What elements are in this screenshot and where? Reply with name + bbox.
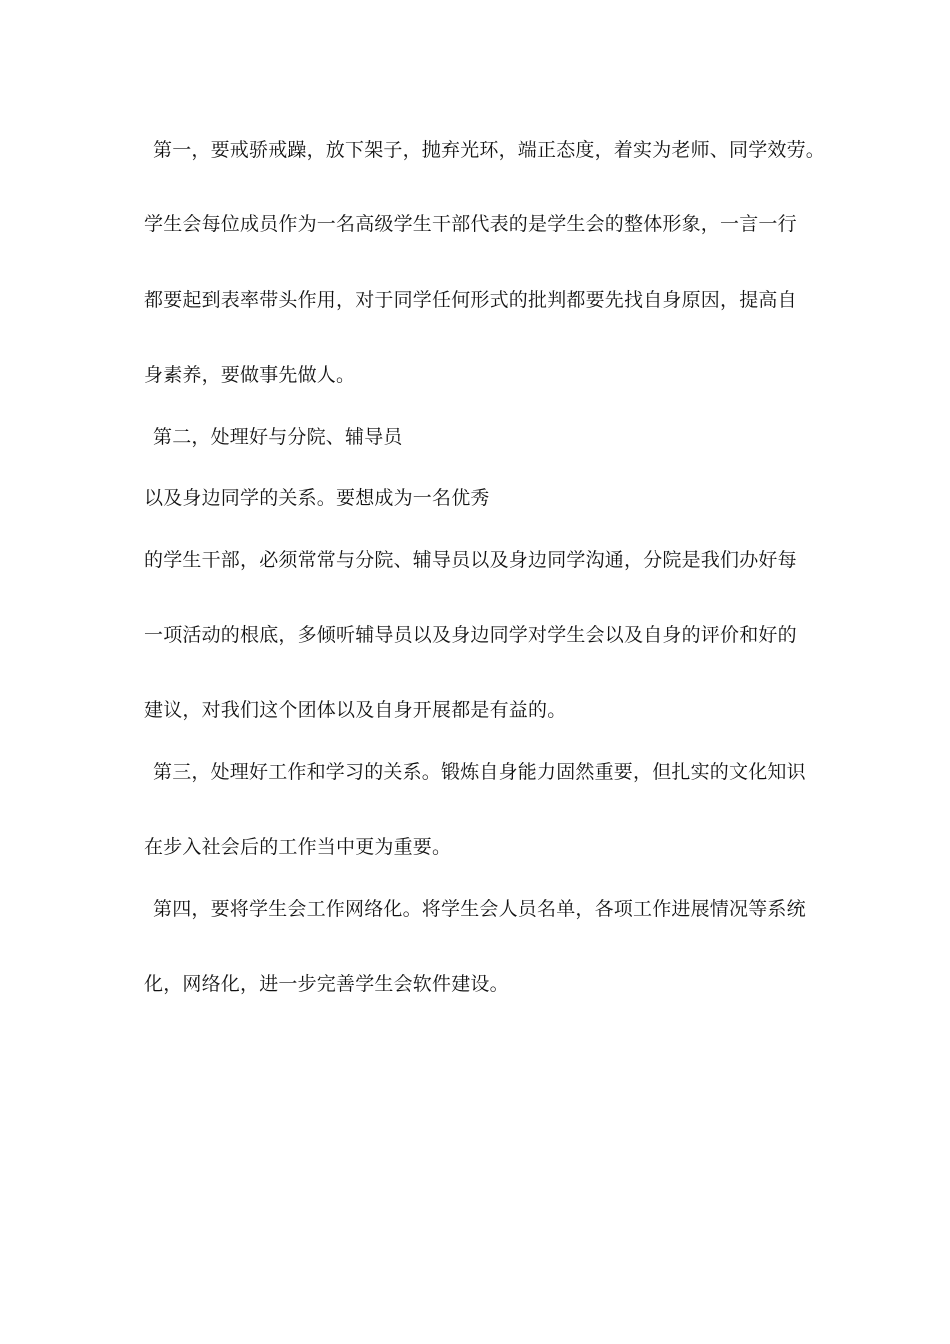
- paragraph-1-line-2: 学生会每位成员作为一名高级学生干部代表的是学生会的整体形象，一言一行: [144, 213, 797, 235]
- paragraph-2-line-5: 建议，对我们这个团体以及自身开展都是有益的。: [144, 699, 567, 721]
- paragraph-1-line-4: 身素养，要做事先做人。: [144, 364, 356, 386]
- paragraph-3-line-2: 在步入社会后的工作当中更为重要。: [144, 836, 452, 858]
- paragraph-1-line-1: 第一，要戒骄戒躁，放下架子，抛弃光环，端正态度，着实为老师、同学效劳。: [153, 139, 826, 161]
- paragraph-4-line-2: 化，网络化，进一步完善学生会软件建设。: [144, 973, 509, 995]
- paragraph-2-line-2: 以及身边同学的关系。要想成为一名优秀: [144, 487, 490, 509]
- paragraph-2-line-3: 的学生干部，必须常常与分院、辅导员以及身边同学沟通，分院是我们办好每: [144, 549, 797, 571]
- paragraph-4-line-1: 第四，要将学生会工作网络化。将学生会人员名单，各项工作进展情况等系统: [153, 898, 806, 920]
- paragraph-1-line-3: 都要起到表率带头作用，对于同学任何形式的批判都要先找自身原因，提高自: [144, 289, 797, 311]
- paragraph-3-line-1: 第三，处理好工作和学习的关系。锻炼自身能力固然重要，但扎实的文化知识: [153, 761, 806, 783]
- paragraph-2-line-4: 一项活动的根底，多倾听辅导员以及身边同学对学生会以及自身的评价和好的: [144, 624, 797, 646]
- paragraph-2-line-1: 第二，处理好与分院、辅导员: [153, 426, 403, 448]
